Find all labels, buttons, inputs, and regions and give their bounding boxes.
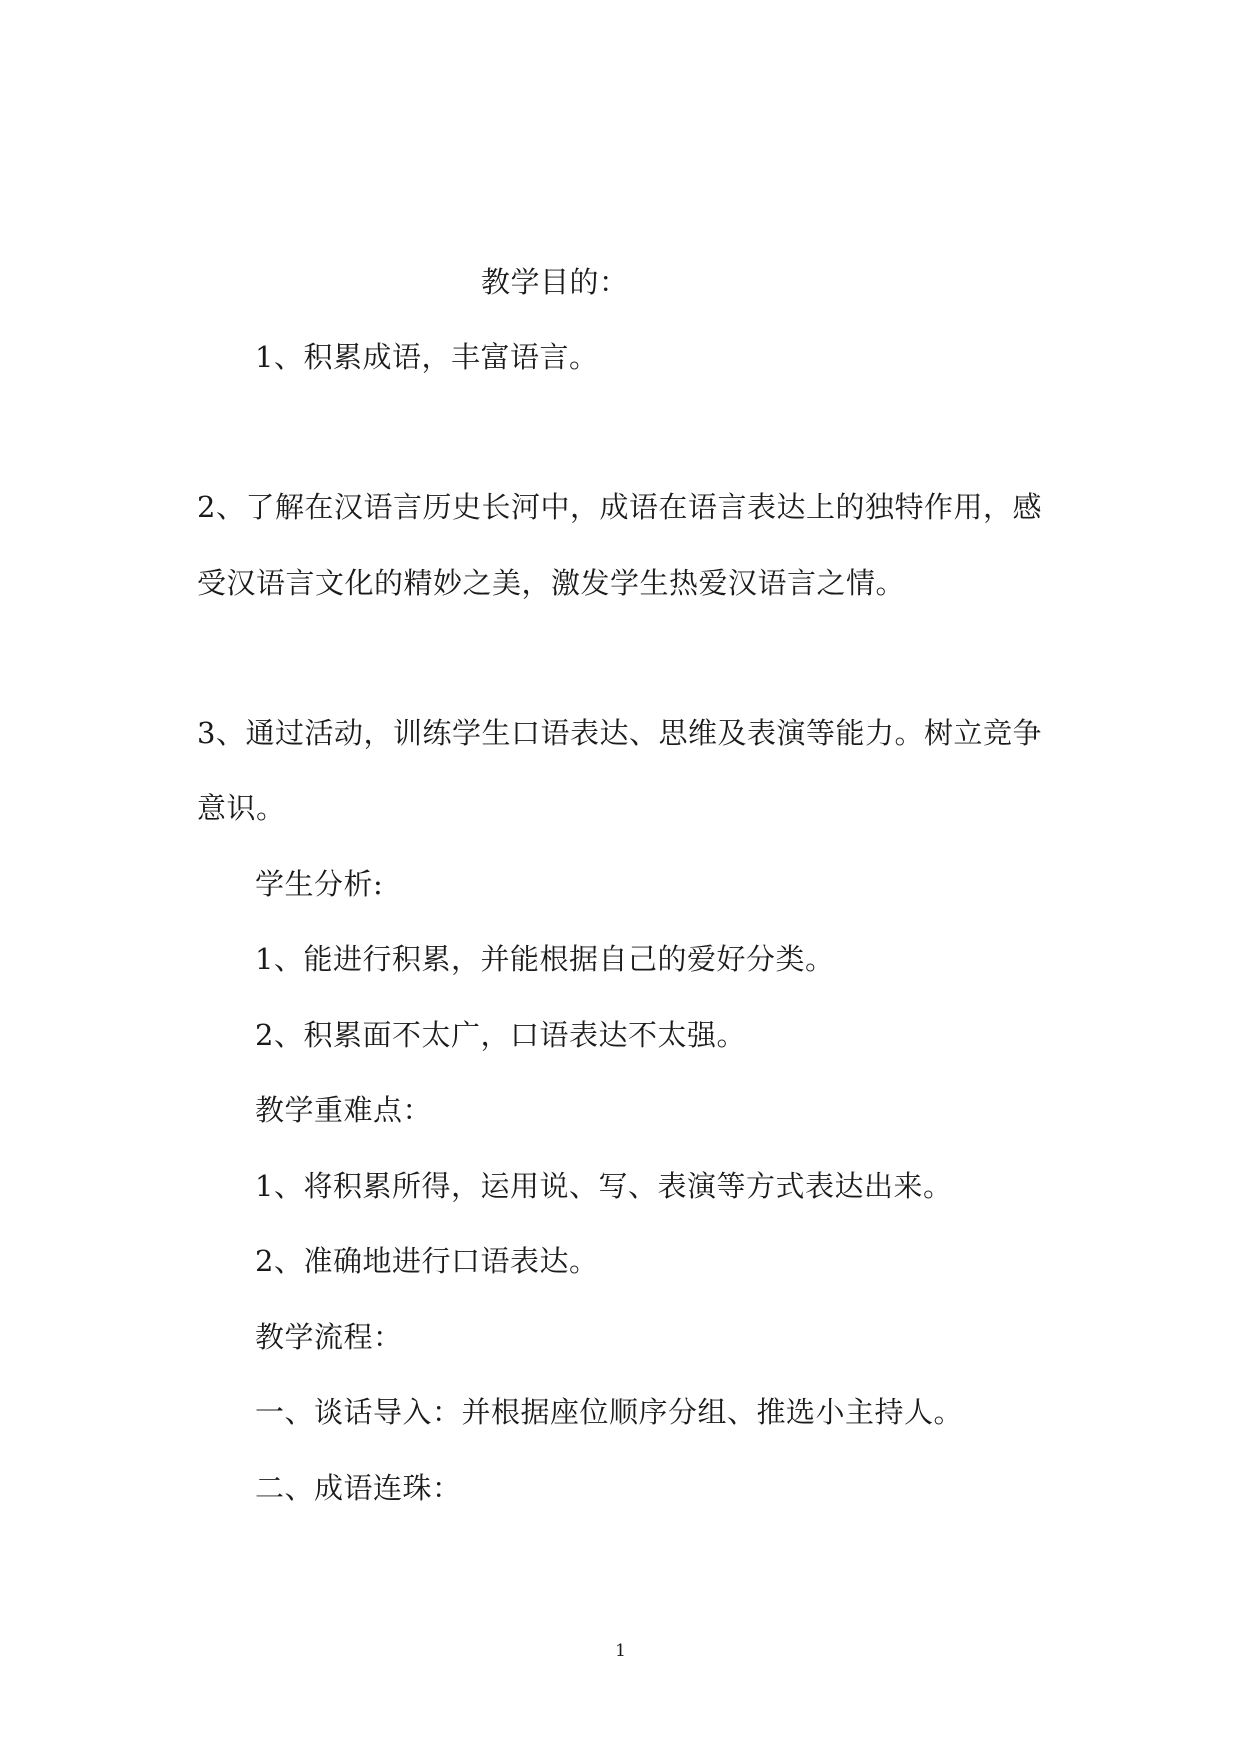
heading-key-points: 教学重难点： bbox=[255, 1093, 433, 1127]
analysis-1: 1、能进行积累，并能根据自己的爱好分类。 bbox=[255, 942, 835, 976]
page-number: 1 bbox=[615, 1641, 626, 1661]
objective-2-line-1: 2、了解在汉语言历史长河中，成语在语言表达上的独特作用，感 bbox=[197, 490, 1042, 524]
objective-3-line-1: 3、通过活动，训练学生口语表达、思维及表演等能力。树立竞争 bbox=[197, 716, 1042, 750]
process-step-2: 二、成语连珠： bbox=[255, 1471, 462, 1505]
heading-teaching-objectives: 教学目的： bbox=[481, 265, 629, 299]
key-point-1: 1、将积累所得，运用说、写、表演等方式表达出来。 bbox=[255, 1169, 953, 1203]
objective-2-line-2: 受汉语言文化的精妙之美，激发学生热爱汉语言之情。 bbox=[197, 566, 906, 600]
heading-student-analysis: 学生分析: bbox=[255, 867, 384, 901]
key-point-2: 2、准确地进行口语表达。 bbox=[255, 1244, 599, 1278]
objective-3-line-2: 意识。 bbox=[197, 791, 286, 825]
analysis-2: 2、积累面不太广，口语表达不太强。 bbox=[255, 1018, 746, 1052]
objective-1: 1、积累成语，丰富语言。 bbox=[255, 340, 599, 374]
process-step-1: 一、谈话导入：并根据座位顺序分组、推选小主持人。 bbox=[255, 1395, 964, 1429]
heading-teaching-process: 教学流程： bbox=[255, 1320, 403, 1354]
